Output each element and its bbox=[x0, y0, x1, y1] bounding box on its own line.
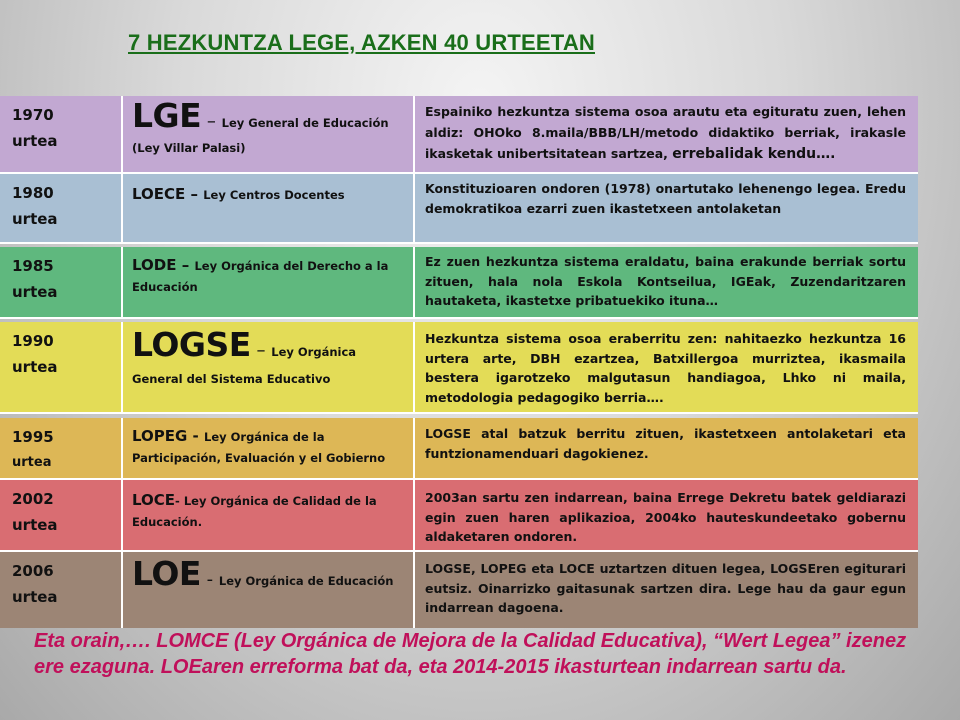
law-separator: - bbox=[200, 569, 219, 590]
law-name-cell bbox=[123, 418, 415, 478]
law-name-cell bbox=[123, 480, 415, 550]
law-separator: – bbox=[185, 185, 204, 203]
year-value: 2002 bbox=[12, 490, 54, 508]
law-description-cell bbox=[415, 552, 918, 628]
law-description: LOGSE, LOPEG eta LOCE uztartzen dituen legea, LOGSEren egiturari eutsiz. Oinarrizko gaitasunak sartzen dira. Lege hau da gaur egun indarrean dagoena. bbox=[425, 561, 906, 615]
year-value: 1985 bbox=[12, 257, 54, 275]
law-description-cell bbox=[415, 418, 918, 478]
year-unit: urtea bbox=[12, 132, 58, 150]
law-separator: – bbox=[201, 111, 222, 132]
year-value: 1980 bbox=[12, 184, 54, 202]
year-value: 1970 bbox=[12, 106, 54, 124]
law-description-cell bbox=[415, 247, 918, 317]
law-description: Ez zuen hezkuntza sistema eraldatu, baina erakunde berriak sortu zituen, hala nola Eskola Kontseilua, IGEak, Zuzendaritzaren hautaketa, ikastetxe pribatuekiko ituna… bbox=[425, 254, 906, 308]
year-cell bbox=[0, 322, 123, 412]
table-row bbox=[0, 96, 918, 174]
law-full-name: Ley Orgánica General del Sistema Educativo bbox=[132, 345, 357, 386]
table-row bbox=[0, 247, 918, 319]
year-value: 2006 bbox=[12, 562, 54, 580]
year-cell bbox=[0, 552, 123, 628]
law-name-cell bbox=[123, 96, 415, 172]
law-name-cell bbox=[123, 322, 415, 412]
table-row bbox=[0, 480, 918, 552]
law-separator: - bbox=[187, 427, 204, 445]
year-cell bbox=[0, 174, 123, 242]
law-description: 2003an sartu zen indarrean, baina Errege Dekretu batek geldiarazi egin zuen haren aplikazioa, 2004ko hauteskundeetako gobernu aldaketaren ondoren. bbox=[425, 490, 906, 544]
law-description: Espainiko hezkuntza sistema osoa arautu eta egituratu zuen, lehen aldiz: OHOko 8.maila/BBB/LH/metodo didaktiko berriak, irakasle ikasketak unibertsitatean sartzea, bbox=[425, 104, 906, 161]
law-full-name: Ley Orgánica de Calidad de la Educación. bbox=[132, 494, 377, 529]
law-separator: – bbox=[176, 256, 195, 274]
law-extra-name: (Ley Villar Palasi) bbox=[132, 141, 246, 155]
law-acronym: LOCE bbox=[132, 491, 176, 509]
year-cell bbox=[0, 96, 123, 172]
year-cell bbox=[0, 247, 123, 317]
law-name-cell bbox=[123, 552, 415, 628]
law-acronym: LOECE bbox=[132, 185, 186, 203]
footer-note: Eta orain,…. LOMCE (Ley Orgánica de Mejora de la Calidad Educativa), “Wert Legea” izenez ere ezaguna. LOEaren erreforma bat da, eta 2014-2015 ikasturtean indarrean sartu da. bbox=[34, 630, 907, 678]
law-full-name: Ley Orgánica del Derecho a la Educación bbox=[132, 259, 389, 294]
law-description-cell bbox=[415, 96, 918, 172]
law-description: Hezkuntza sistema osoa eraberritu zen: nahitaezko hezkuntza 16 urtera arte, DBH ezartzea, Batxillergoa murriztea, ikasmaila bestera igarotzeko malgutasun handiagoa, Lhko ni maila, metodologia pedagogiko berria…. bbox=[425, 331, 906, 405]
table-row bbox=[0, 322, 918, 414]
table-row bbox=[0, 552, 918, 628]
year-unit: urtea bbox=[12, 455, 52, 470]
law-acronym: LOPEG bbox=[132, 427, 188, 445]
law-description: LOGSE atal batzuk berritu zituen, ikastetxeen antolaketari eta funtzionamenduari dagokienez. bbox=[425, 426, 906, 461]
law-full-name: Ley Orgánica de la Participación, Evaluación y el Gobierno bbox=[132, 430, 386, 465]
law-acronym: LODE bbox=[132, 256, 177, 274]
law-full-name: Ley Centros Docentes bbox=[203, 188, 345, 202]
law-separator: – bbox=[250, 340, 272, 361]
law-acronym: LGE bbox=[132, 96, 202, 135]
year-unit: urtea bbox=[12, 588, 58, 606]
year-unit: urtea bbox=[12, 210, 58, 228]
law-full-name: Ley General de Educación bbox=[221, 116, 389, 130]
law-description-cell bbox=[415, 480, 918, 550]
law-name-cell bbox=[123, 174, 415, 242]
law-acronym: LOE bbox=[132, 554, 201, 593]
year-value: 1990 bbox=[12, 332, 54, 350]
law-name-cell bbox=[123, 247, 415, 317]
year-cell bbox=[0, 480, 123, 550]
law-description-emphasis: errebalidak kendu…. bbox=[672, 146, 836, 162]
law-description-cell bbox=[415, 174, 918, 242]
table-row bbox=[0, 174, 918, 244]
year-unit: urtea bbox=[12, 358, 58, 376]
law-description: Konstituzioaren ondoren (1978) onartutako lehenengo legea. Eredu demokratikoa ezarri zuen ikastetxeen antolaketan bbox=[425, 181, 906, 216]
law-full-name: Ley Orgánica de Educación bbox=[218, 574, 394, 588]
table-row bbox=[0, 418, 918, 480]
year-unit: urtea bbox=[12, 516, 58, 534]
law-acronym: LOGSE bbox=[132, 325, 251, 364]
year-cell bbox=[0, 418, 123, 478]
year-unit: urtea bbox=[12, 283, 58, 301]
law-description-cell bbox=[415, 322, 918, 412]
law-full-name-prefix: - bbox=[175, 494, 184, 508]
year-value: 1995 bbox=[12, 428, 54, 446]
page-title: 7 HEZKUNTZA LEGE, AZKEN 40 URTEETAN bbox=[128, 30, 595, 55]
